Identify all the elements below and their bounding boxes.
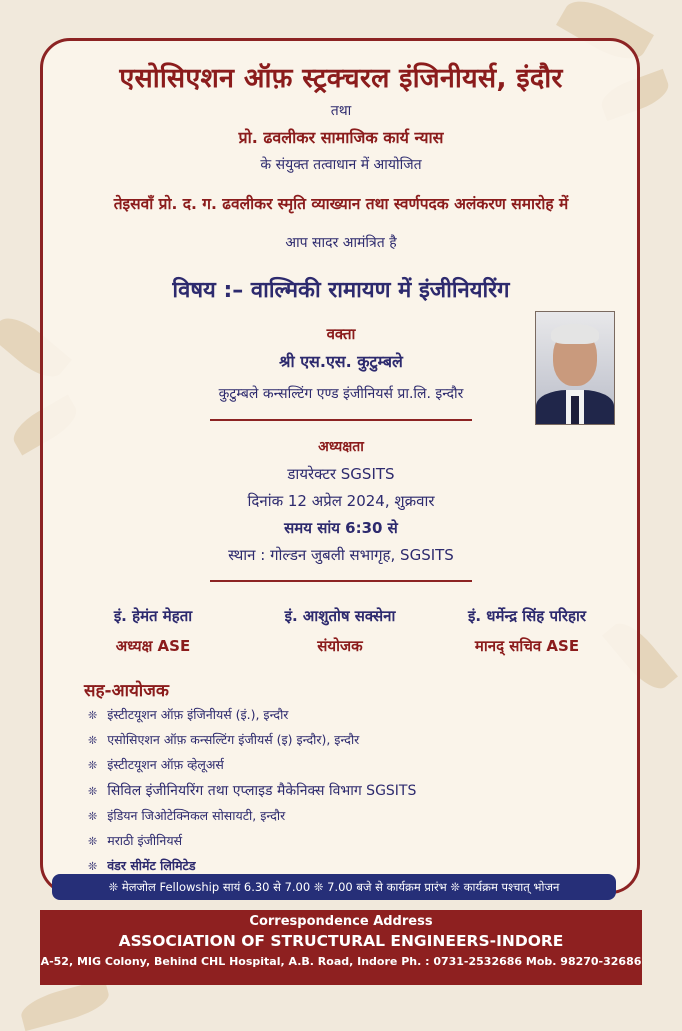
footer-org: ASSOCIATION OF STRUCTURAL ENGINEERS-INDORE bbox=[118, 932, 564, 950]
official-role: अध्यक्ष ASE bbox=[115, 637, 191, 655]
chair-heading: अध्यक्षता bbox=[318, 439, 364, 455]
footer-address: A-52, MIG Colony, Behind CHL Hospital, A.B. Road, Indore Ph. : 0731-2532686 Mob. 98270-32686 bbox=[40, 955, 642, 968]
list-item bbox=[88, 753, 416, 778]
trust-name: प्रो. ढवलीकर सामाजिक कार्य न्यास bbox=[238, 128, 444, 147]
divider bbox=[210, 580, 472, 582]
event-time: समय सांय 6:30 से bbox=[284, 519, 398, 537]
star-bullet-icon: ❊ bbox=[88, 835, 98, 849]
official-role: संयोजक bbox=[317, 637, 363, 655]
invite-text: आप सादर आमंत्रित है bbox=[285, 235, 397, 251]
footer bbox=[40, 910, 642, 985]
coorganizer-name: इंस्टीटयूशन ऑफ़ व्हेलूअर्स bbox=[107, 757, 224, 773]
star-bullet-icon: ❊ bbox=[88, 860, 98, 874]
official bbox=[434, 606, 620, 656]
star-bullet-icon: ❊ bbox=[88, 784, 98, 798]
official bbox=[60, 606, 246, 656]
topic: विषय :– वाल्मिकी रामायण में इंजीनियरिंग bbox=[172, 278, 510, 303]
event-title: तेइसवाँ प्रो. द. ग. ढवलीकर स्मृति व्याख्यान तथा स्वर्णपदक अलंकरण समारोह में bbox=[113, 195, 569, 213]
official-name: इं. हेमंत मेहता bbox=[113, 607, 193, 625]
coorganizers-title: सह-आयोजक bbox=[84, 681, 169, 701]
coorganizer-name: सिविल इंजीनियरिंग तथा एप्लाइड मैकेनिक्स विभाग SGSITS bbox=[107, 782, 417, 799]
divider bbox=[210, 419, 472, 421]
list-item bbox=[88, 804, 416, 829]
leaf-decoration bbox=[18, 979, 113, 1031]
speaker-name: श्री एस.एस. कुटुम्बले bbox=[279, 352, 403, 371]
list-item bbox=[88, 779, 416, 804]
coorganizer-name: मराठी इंजीनियर्स bbox=[107, 833, 183, 849]
chair-name: डायरेक्टर SGSITS bbox=[287, 465, 395, 483]
official bbox=[247, 606, 433, 656]
joint-text: के संयुक्त तत्वाधान में आयोजित bbox=[260, 157, 422, 173]
star-bullet-icon: ❊ bbox=[88, 709, 98, 722]
star-bullet-icon: ❊ bbox=[88, 809, 98, 823]
and-text: तथा bbox=[330, 103, 352, 119]
coorganizer-name: इंस्टीटयूशन ऑफ़ इंजिनीयर्स (इं.), इन्दौर bbox=[107, 707, 289, 722]
coorganizer-name: वंडर सीमेंट लिमिटेड bbox=[107, 858, 196, 874]
coorganizers-list bbox=[88, 703, 416, 879]
coorganizer-name: इंडियन जिओटेक्निकल सोसायटी, इन्दौर bbox=[107, 807, 286, 823]
star-bullet-icon: ❊ bbox=[88, 759, 98, 773]
list-item bbox=[88, 728, 416, 753]
official-name: इं. धर्मेन्द्र सिंह परिहार bbox=[467, 607, 587, 625]
list-item bbox=[88, 703, 416, 728]
star-bullet-icon: ❊ bbox=[88, 734, 98, 748]
officials bbox=[60, 606, 620, 656]
official-role: मानद् सचिव ASE bbox=[474, 637, 580, 655]
official-name: इं. आशुतोष सक्सेना bbox=[284, 607, 396, 625]
footer-label: Correspondence Address bbox=[249, 914, 433, 929]
speaker-org: कुटुम्बले कन्सल्टिंग एण्ड इंजीनियर्स प्रा.लि. इन्दौर bbox=[218, 386, 464, 402]
event-venue: स्थान : गोल्डन जुबली सभागृह, SGSITS bbox=[228, 546, 454, 564]
event-date: दिनांक 12 अप्रेल 2024, शुक्रवार bbox=[247, 492, 435, 510]
speaker-photo bbox=[535, 311, 615, 425]
speaker-heading: वक्ता bbox=[326, 325, 356, 343]
coorganizer-name: एसोसिएशन ऑफ़ कन्सल्टिंग इंजीयर्स (इ) इन्दौर), इन्दौर bbox=[107, 732, 360, 748]
organizer-title: एसोसिएशन ऑफ़ स्ट्रक्चरल इंजिनीयर्स, इंदौर bbox=[119, 63, 563, 94]
schedule-banner: ❊ मेलजोल Fellowship सायं 6.30 से 7.00 ❊ 7.00 बजे से कार्यक्रम प्रारंभ ❊ कार्यक्रम पश्चात् भोजन bbox=[52, 874, 616, 900]
list-item bbox=[88, 829, 416, 854]
